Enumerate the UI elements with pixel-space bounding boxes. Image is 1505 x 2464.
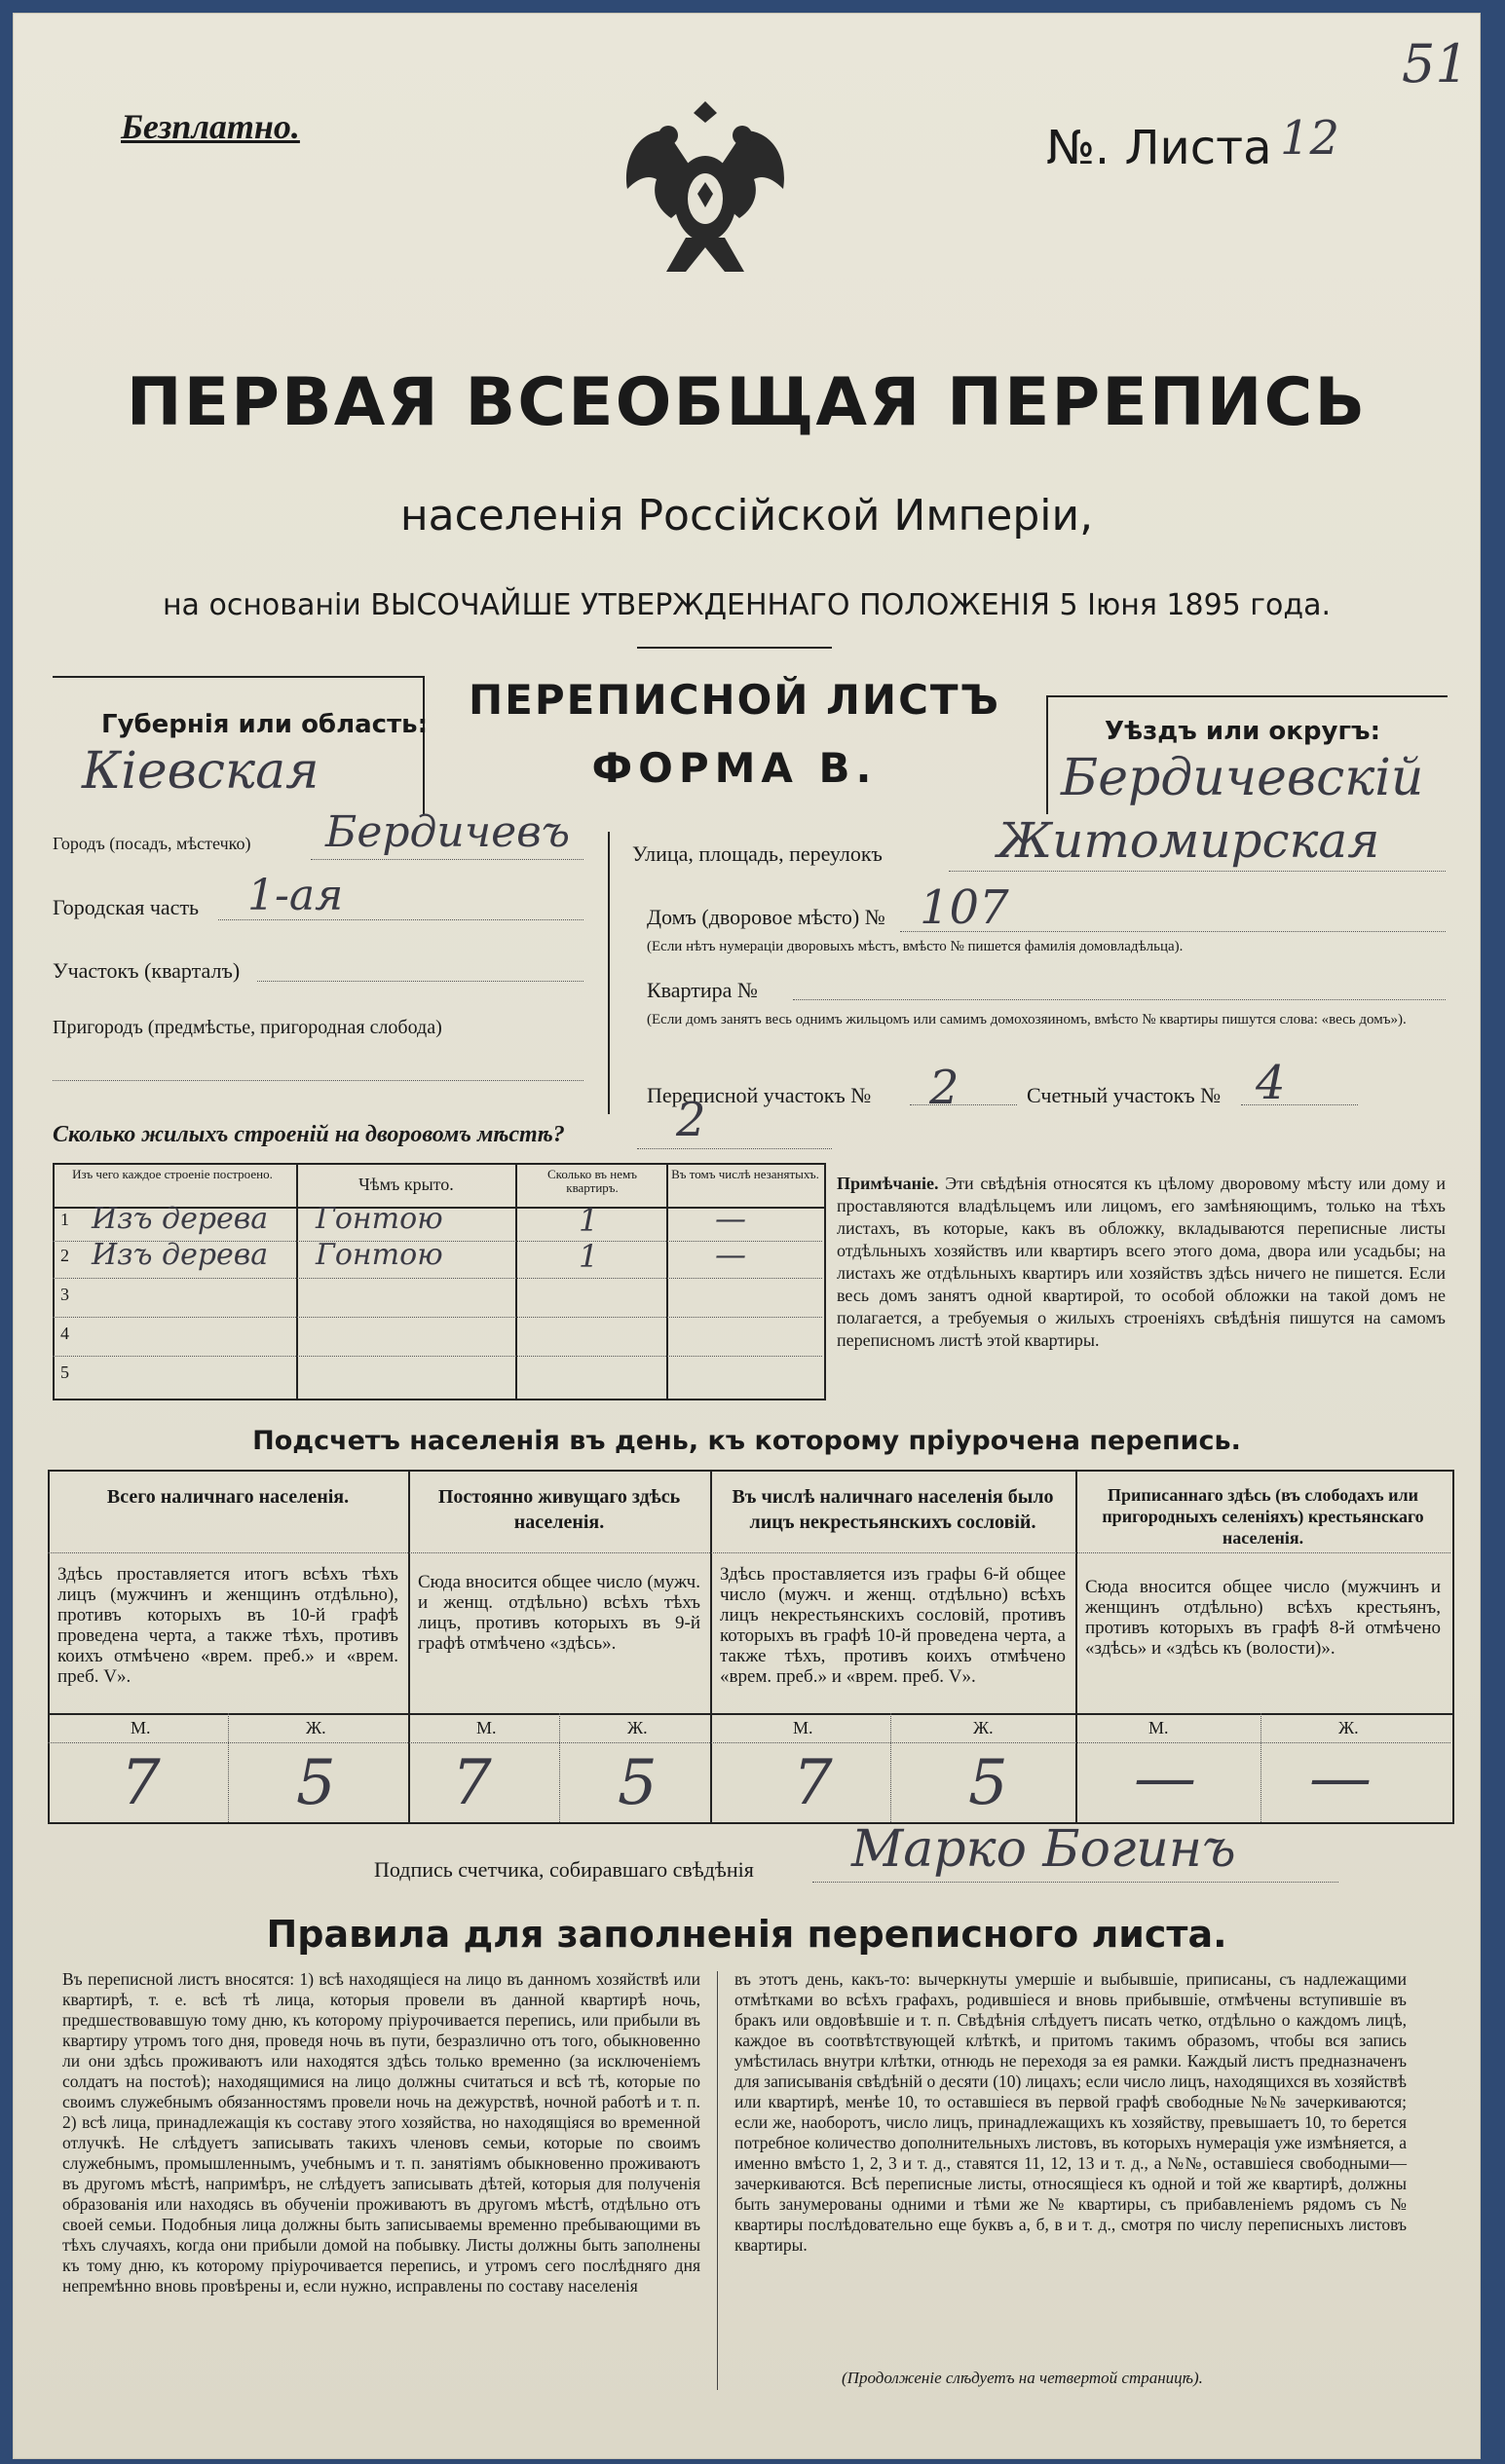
archive-number: 51 <box>1402 33 1469 94</box>
sheet-no-value: 12 <box>1280 111 1340 166</box>
signature-label: Подпись счетчика, собиравшаго свѣдѣнія <box>374 1857 754 1882</box>
pop-col-head: Приписаннаго здѣсь (въ слободахъ или пригородныхъ селеніяхъ) крестьянскаго населенія. <box>1102 1485 1424 1548</box>
city-label: Городъ (посадъ, мѣстечко) <box>53 834 251 853</box>
f-label: Ж. <box>1338 1718 1359 1737</box>
pop-col-body: Здѣсь проставляется изъ графы 6-й общее число (мужч. и женщ. отдѣльно) всѣхъ лицъ некрестьянскихъ сословій, противъ которыхъ въ графѣ 10-й проведена черта, а также тѣхъ, противъ коихъ отмѣчено «врем. преб.» и «врем. преб. V». <box>720 1564 1066 1687</box>
continued-note: (Продолженіе слѣдуетъ на четвертой страницѣ). <box>842 2369 1203 2387</box>
form-title: ФОРМА В. <box>591 744 878 792</box>
buildings-table <box>53 1163 826 1400</box>
city-value: Бердичевъ <box>325 807 571 857</box>
pop-col-body: Здѣсь проставляется итогъ всѣхъ тѣхъ лицъ (мужчинъ и женщинъ отдѣльно), противъ которыхъ въ 10-й графѣ проведена черта, а также тѣхъ, противъ коихъ отмѣчено «врем. преб.» и «врем. преб. V». <box>57 1564 398 1687</box>
pop-f-value: 5 <box>618 1747 658 1819</box>
pop-col-head: Всего наличнаго населенія. <box>106 1486 350 1508</box>
f-label: Ж. <box>627 1718 648 1737</box>
apartment-note: (Если домъ занятъ весь однимъ жильцомъ или самимъ домохозяиномъ, вмѣсто № квартиры пишутся слова: «весь домъ»). <box>647 1012 1407 1027</box>
legal-basis: на основаніи ВЫСОЧАЙШЕ УТВЕРЖДЕННАГО ПОЛОЖЕНІЯ 5 Іюня 1895 года. <box>162 588 1332 622</box>
street-label: Улица, площадь, переулокъ <box>632 841 883 866</box>
m-label: М. <box>476 1718 497 1737</box>
census-district-label: Переписной участокъ № <box>647 1083 872 1107</box>
pop-f-value: 5 <box>296 1747 336 1819</box>
col-roof-head: Чѣмъ крыто. <box>358 1175 454 1194</box>
count-district-label: Счетный участокъ № <box>1027 1083 1222 1107</box>
note-text: Эти свѣдѣнія относятся къ цѣлому дворовому мѣсту или дому и проставляются владѣльцемъ или лицомъ, его замѣняющимъ, только на тѣхъ листахъ, въ которые, какъ въ обложку, вкладываются переписные листы отдѣльныхъ хозяйствъ или квартиръ всего этого дома, двора или усадьбы; на листахъ же отдѣльныхъ квартиръ или хозяйствъ здѣсь ничего не пишется. Если весь домъ занятъ одной квартирой, то особой обложки на такой домъ не полагается, а требуемыя о жилыхъ строеніяхъ свѣдѣнія пишутся на самомъ переписномъ листѣ этой квартиры. <box>837 1174 1447 1350</box>
pop-f-value: — <box>1309 1742 1372 1814</box>
m-label: М. <box>1148 1718 1169 1737</box>
col-material-head: Изъ чего каждое строеніе построено. <box>72 1167 273 1181</box>
uezd-value: Бердичевскій <box>1061 749 1424 807</box>
house-note: (Если нѣтъ нумераціи дворовыхъ мѣстъ, вмѣсто № пишется фамилія домовладѣльца). <box>647 939 1184 954</box>
rules-right-column: въ этотъ день, какъ-то: вычеркнуты умершіе и выбывшіе, приписаны, съ надлежащими отмѣтками во всѣхъ графахъ, родившіеся и вновь прибывшіе, отмѣчены вступившіе въ бракъ или овдовѣвшіе и т. п. Свѣдѣнія слѣдуетъ писать четко, отдѣльно о каждомъ лицѣ, каждое въ соотвѣтствующей клѣткѣ, и притомъ такимъ образомъ, чтобы вся запись умѣстилась внутри клѣтки, отнюдь не переходя за ея рамки. Каждый листъ предназначенъ для записыванія свѣдѣній о десяти (10) лицахъ; если число лицъ, находящихся въ хозяйствѣ или квартирѣ, менѣе 10, то оставшіеся въ первой графѣ свободные №№ зачеркиваются; если же, наоборотъ, число лицъ, принадлежащихъ къ хозяйству, превышаетъ 10, то берется потребное количество дополнительныхъ листовъ, въ которыхъ нумерація уже измѣняется, а именно вмѣсто 1, 2, 3 и т. д., ставятся 11, 12, 13 и т. д., а №№, оставшіеся свободными—зачеркиваются. Всѣ переписные листы, относящіеся къ одной и той же квартирѣ, должны быть занумерованы одними и тѣми же № квартиры, съ прибавленіемъ рядомъ съ № квартиры послѣдовательно еще буквъ а, б, в и т. д., смотря по числу переписныхъ листовъ квартиры. <box>734 1969 1407 2255</box>
m-label: М. <box>131 1718 151 1737</box>
population-title: Подсчетъ населенія въ день, къ которому пріурочена перепись. <box>252 1426 1241 1456</box>
page-subtitle: населенія Россійской Имперіи, <box>399 491 1094 541</box>
pop-m-value: 7 <box>793 1747 833 1819</box>
pop-col-body: Сюда вносится общее число (мужч. и женщ. отдѣльно) всѣхъ тѣхъ лицъ, противъ которыхъ въ 9-й графѣ отмѣчено «здѣсь». <box>418 1572 700 1654</box>
f-label: Ж. <box>306 1718 326 1737</box>
m-label: М. <box>793 1718 813 1737</box>
house-label: Домъ (дворовое мѣсто) № <box>647 905 885 929</box>
divider <box>637 647 832 649</box>
apartment-label: Квартира № <box>647 978 758 1002</box>
uezd-label: Уѣздъ или округъ: <box>1105 717 1380 746</box>
col-apartments-head: Сколько въ немъ квартиръ. <box>547 1167 637 1195</box>
pop-m-value: 7 <box>121 1747 161 1819</box>
pop-col-head: Въ числѣ наличнаго населенія было лицъ некрестьянскихъ сословій. <box>732 1486 1054 1533</box>
rules-title: Правила для заполненія переписного листа. <box>266 1913 1227 1956</box>
sheet-title: ПЕРЕПИСНОЙ ЛИСТЪ <box>468 676 1001 724</box>
col-vacant-head: Въ томъ числѣ незанятыхъ. <box>671 1167 819 1181</box>
buildings-note <box>837 1173 1446 1352</box>
gubernia-value: Кіевская <box>82 742 320 801</box>
city-part-value: 1-ая <box>247 871 344 920</box>
pop-f-value: 5 <box>968 1747 1008 1819</box>
signature-value: Марко Богинъ <box>851 1820 1236 1879</box>
sheet-no-label: №. Листа <box>1046 121 1272 175</box>
free-label: Безплатно. <box>121 107 300 146</box>
pop-m-value: — <box>1134 1742 1196 1814</box>
census-district-value: 2 <box>929 1061 959 1115</box>
census-sheet: 51 Безплатно. №. Листа 12 ПЕРВАЯ ВСЕОБЩАЯ ПЕРЕПИСЬ населенія Россійской Имперіи, на основаніи ВЫСОЧАЙШЕ УТВЕРЖДЕННАГО ПОЛОЖЕНІЯ 5 Іюня 1895 года. Губернія или область: Кіевская ПЕРЕПИСНОЙ ЛИСТЪ ФОРМА В. Уѣздъ или округъ: Бердичевскій Городъ (посадъ, мѣстечко) Бердичевъ Городская часть 1-ая Участокъ (кварталъ) Пригородъ (предмѣстье, пригородная слобода) Улица, площадь, переулокъ Житомирская Домъ (дворовое мѣсто) № 107 (Если нѣтъ нумераціи дворовыхъ мѣстъ, вмѣсто № пишется фамилія домовладѣльца). Квартира № (Если домъ занятъ весь однимъ жильцомъ или самимъ домохозяиномъ, вмѣсто № квартиры пишутся слова: «весь домъ»). Переписной участокъ № 2 Счетный участокъ № 4 Сколько жилыхъ строеній на дворовомъ мѣстѣ? 2 Изъ чего каждое строеніе построено. Чѣмъ крыто. Сколько въ немъ квартиръ. Въ томъ числѣ незанятыхъ. 1 Изъ дерева Гонтою 1 — 2 Изъ дерева Гонтою 1 — 3 4 5 Примѣчаніе. Эти свѣдѣнія относятся къ цѣлому дворовому мѣсту или дому и проставляются владѣльцемъ или лицомъ, его замѣняющимъ, только на тѣхъ листахъ, въ которые, какъ въ обложку, вкладываются переписные листы отдѣльныхъ хозяйствъ или квартиръ всего этого дома, двора или усадьбы; на листахъ же отдѣльныхъ квартиръ или хозяйствъ здѣсь ничего не пишется. Если весь домъ занятъ одной квартирой, то особой обложки на такой домъ не полагается, а требуемыя о жилыхъ строеніяхъ свѣдѣнія пишутся на самомъ переписномъ листѣ этой квартиры. Подсчетъ населенія въ день, къ которому пріурочена перепись. Всего наличнаго населенія. Здѣсь проставляется итогъ всѣхъ тѣхъ лицъ (мужчинъ и женщинъ отдѣльно), противъ которыхъ въ 10-й графѣ проведена черта, а также тѣхъ, противъ коихъ отмѣчено «врем. преб.» и «врем. преб. V». М. Ж. 7 5 Постоянно живущаго здѣсь населенія. Сюда вносится общее число (мужч. и женщ. отдѣльно) всѣхъ тѣхъ лицъ, противъ которыхъ въ 9-й графѣ отмѣчено «здѣсь». М. Ж. 7 5 Въ числѣ наличнаго населенія было лицъ некрестьянскихъ сословій. Здѣсь проставляется изъ графы 6-й общее число (мужч. и женщ. отдѣльно) всѣхъ лицъ некрестьянскихъ сословій, противъ которыхъ въ графѣ 10-й проведена черта, а также тѣхъ, противъ коихъ отмѣчено «врем. преб.» и «врем. преб. V». М. Ж. 7 5 Приписаннаго здѣсь (въ слободахъ или пригородныхъ селеніяхъ) крестьянскаго населенія. Сюда вносится общее число (мужчинъ и женщинъ отдѣльно) всѣхъ крестьянъ, противъ которыхъ въ графѣ 8-й отмѣчено «здѣсь» и «здѣсь къ (волости)». М. Ж. — — Подпись счетчика, собиравшаго свѣдѣнія Марко Богинъ Правила для заполненія переписного листа. Въ переписной листъ вносятся: 1) всѣ находящіеся на лицо въ данномъ хозяйствѣ или квартирѣ, т. е. всѣ тѣ лица, которыя провели въ данной квартирѣ ночь, предшествовавшую тому дню, къ которому пріурочивается перепись, или прибыли въ квартиру утромъ того дня, проведя ночь въ пути, безразлично отъ того, обыкновенно ли они здѣсь проживаютъ или находятся здѣсь только временно (за исключеніемъ солдатъ на постоѣ); находящимися на лицо должны считаться и всѣ тѣ, которые по своимъ служебнымъ обязанностямъ провели ночь на дежурствѣ, ночной работѣ и т. п. 2) всѣ лица, принадлежащія къ составу этого хозяйства, но находящіяся во временной отлучкѣ. Не слѣдуетъ записывать такихъ членовъ семьи, которые по своимъ служебнымъ, промышленнымъ, учебнымъ и т. п. занятіямъ обыкновенно проживаютъ въ другомъ мѣстѣ, напримѣръ, не слѣдуетъ записывать дѣтей, которыя для полученія образованія или находясь въ обученіи проживаютъ въ другомъ мѣстѣ, отдѣльно отъ своей семьи. Подобныя лица должны быть записываемы временно пребывающими въ тѣхъ случаяхъ, когда они прибыли домой на побывку. Листы должны быть заполнены къ тому дню, къ которому пріурочивается перепись, и утромъ сего послѣдняго дня непремѣнно вновь провѣрены и, если нужно, исправлены по составу населенія въ этотъ день, какъ-то: вычеркнуты умершіе и выбывшіе, приписаны, съ надлежащими отмѣтками во всѣхъ графахъ, родившіеся и вновь прибывшіе, отмѣчены вступившіе въ бракъ или овдовѣвшіе и т. п. Свѣдѣнія слѣдуетъ писать четко, отдѣльно о каждомъ лицѣ, каждое въ соотвѣтствующей клѣткѣ, и притомъ такимъ образомъ, чтобы вся запись умѣстилась внутри клѣтки, отнюдь не переходя за ея рамки. Каждый листъ предназначенъ для записыванія свѣдѣній о десяти (10) лицахъ; если число лицъ, находящихся въ хозяйствѣ или квартирѣ, менѣе 10, то оставшіеся въ первой графѣ свободные №№ зачеркиваются; если же, наоборотъ, число лицъ, принадлежащихъ къ хозяйству, превышаетъ 10, то берется потребное количество дополнительныхъ листовъ, въ которыхъ нумерація уже измѣняется, а именно вмѣсто 1, 2, 3 и т. д., ставятся 11, 12, 13 и т. д., а №№, оставшіеся свободными—зачеркиваются. Всѣ переписные листы, относящіеся къ одной и той же квартирѣ, должны быть занумерованы одними и тѣми же № квартиры, съ прибавленіемъ рядомъ съ № квартиры послѣдовательно еще буквъ а, б, в и т. д., смотря по числу переписныхъ листовъ квартиры. (Продолженіе слѣдуетъ на четвертой страницѣ). <box>14 14 1480 2458</box>
district-label: Участокъ (кварталъ) <box>53 958 241 983</box>
house-value: 107 <box>920 880 1009 935</box>
gubernia-label: Губернія или область: <box>101 710 428 739</box>
city-part-label: Городская часть <box>53 895 200 919</box>
count-district-value: 4 <box>1256 1056 1286 1110</box>
street-value: Житомирская <box>997 812 1380 869</box>
buildings-question: Сколько жилыхъ строеній на дворовомъ мѣстѣ? <box>53 1122 565 1147</box>
note-title: Примѣчаніе. <box>837 1174 939 1193</box>
rules-left-column: Въ переписной листъ вносятся: 1) всѣ находящіеся на лицо въ данномъ хозяйствѣ или квартирѣ, т. е. всѣ тѣ лица, которыя провели въ данной квартирѣ ночь, предшествовавшую тому дню, къ которому пріурочивается перепись, или прибыли въ квартиру утромъ того дня, проведя ночь въ пути, безразлично отъ того, обыкновенно ли они здѣсь проживаютъ или находятся здѣсь только временно (за исключеніемъ солдатъ на постоѣ); находящимися на лицо должны считаться и всѣ тѣ, которые по своимъ служебнымъ обязанностямъ провели ночь на дежурствѣ, ночной работѣ и т. п. 2) всѣ лица, принадлежащія къ составу этого хозяйства, но находящіяся во временной отлучкѣ. Не слѣдуетъ записывать такихъ членовъ семьи, которые по своимъ служебнымъ, промышленнымъ, учебнымъ и т. п. занятіямъ обыкновенно проживаютъ въ другомъ мѣстѣ, напримѣръ, не слѣдуетъ записывать дѣтей, которыя для полученія образованія или находясь въ обученіи проживаютъ въ другомъ мѣстѣ, отдѣльно отъ своей семьи. Подобныя лица должны быть записываемы временно пребывающими въ тѣхъ случаяхъ, когда они прибыли домой на побывку. Листы должны быть заполнены къ тому дню, къ которому пріурочивается перепись, и утромъ сего послѣдняго дня непремѣнно вновь провѣрены и, если нужно, исправлены по составу населенія <box>62 1969 700 2296</box>
pop-col-body: Сюда вносится общее число (мужчинъ и женщинъ отдѣльно) всѣхъ крестьянъ, противъ которыхъ въ графѣ 8-й отмѣчено «здѣсь» и «здѣсь къ (волости)». <box>1085 1577 1441 1659</box>
pop-m-value: 7 <box>452 1747 492 1819</box>
suburb-label: Пригородъ (предмѣстье, пригородная слобода) <box>53 1017 442 1038</box>
pop-col-head: Постоянно живущаго здѣсь населенія. <box>437 1486 681 1533</box>
f-label: Ж. <box>973 1718 994 1737</box>
page-title: ПЕРВАЯ ВСЕОБЩАЯ ПЕРЕПИСЬ <box>126 364 1368 441</box>
coat-of-arms-icon <box>608 92 803 286</box>
buildings-answer: 2 <box>676 1093 706 1147</box>
